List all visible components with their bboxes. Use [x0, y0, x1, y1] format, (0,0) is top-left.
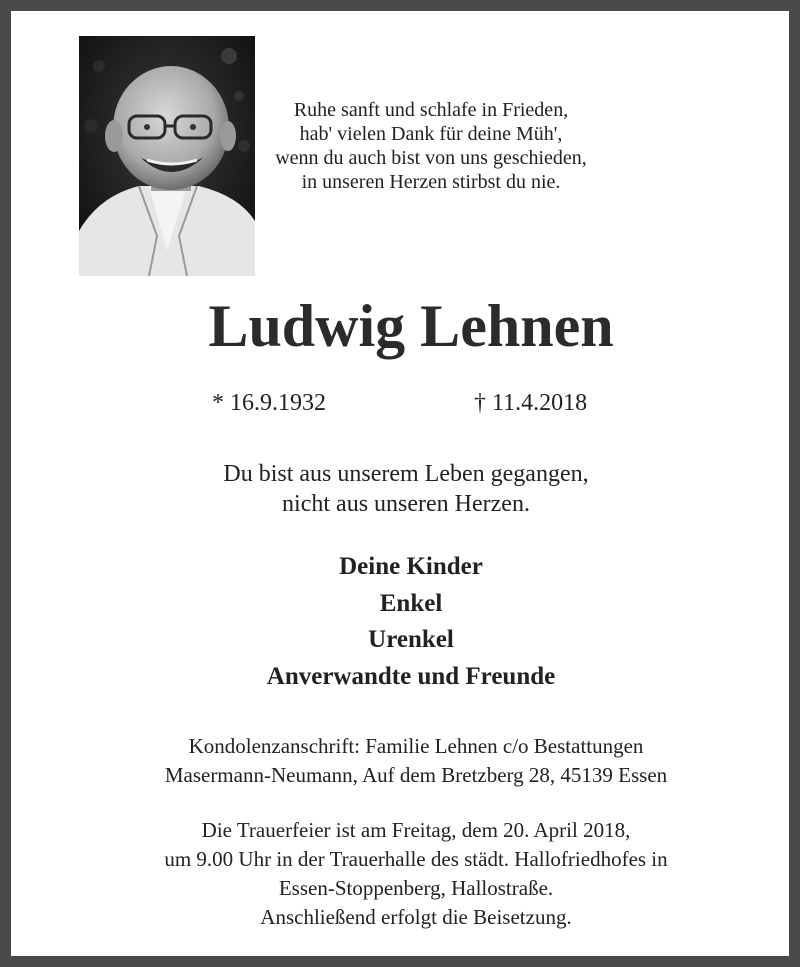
memorial-quote [11, 459, 800, 519]
quote-line: Du bist aus unserem Leben gegangen, [223, 461, 589, 487]
mourner-entry: Urenkel [368, 626, 454, 653]
poem-line: wenn du auch bist von uns geschieden, [275, 147, 587, 169]
poem [261, 98, 601, 194]
poem-line: hab' vielen Dank für deine Müh', [299, 123, 563, 145]
address-line: Masermann-Neumann, Auf dem Bretzberg 28, 45139 Essen [164, 763, 668, 787]
death-date: † 11.4.2018 [474, 390, 588, 416]
service-line: Essen-Stoppenberg, Hallostraße. [278, 876, 554, 900]
poem-line: in unseren Herzen stirbst du nie. [301, 171, 561, 193]
mourner-entry: Enkel [379, 589, 443, 617]
poem-line: Ruhe sanft und schlafe in Frieden, [293, 99, 569, 121]
mourner-entry: Deine Kinder [339, 553, 483, 580]
deceased-name: Ludwig Lehnen [208, 293, 614, 359]
funeral-service-info [11, 816, 800, 932]
service-line: Anschließend erfolgt die Beisetzung. [260, 905, 572, 929]
service-line: Die Trauerfeier ist am Freitag, dem 20. April 2018, [201, 818, 631, 842]
service-line: um 9.00 Uhr in der Trauerhalle des städt. Hallofriedhofes in [164, 847, 668, 871]
portrait-photo [79, 36, 255, 276]
quote-line: nicht aus unseren Herzen. [282, 491, 530, 517]
mourners-list [11, 549, 800, 695]
birth-date: * 16.9.1932 [212, 390, 326, 416]
address-line: Kondolenzanschrift: Familie Lehnen c/o Bestattungen [188, 734, 644, 758]
condolence-address [11, 732, 800, 790]
mourner-entry: Anverwandte und Freunde [266, 662, 556, 690]
